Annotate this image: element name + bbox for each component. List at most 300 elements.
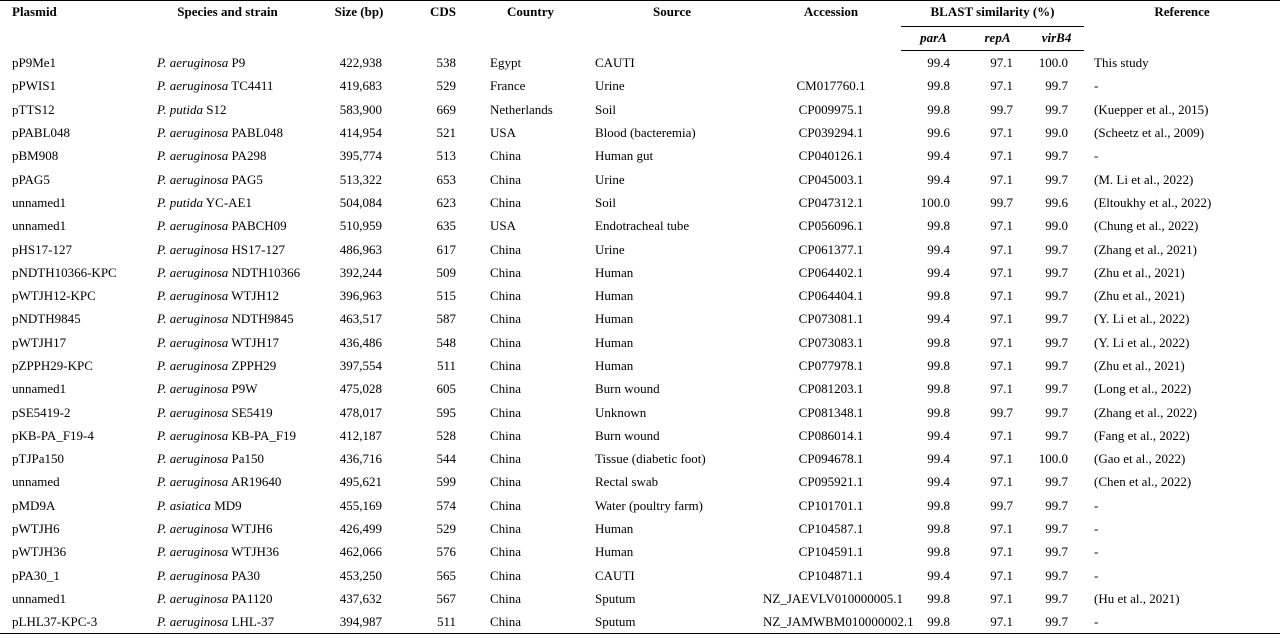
strain-name: NDTH9845 xyxy=(231,311,294,327)
header-accession: Accession xyxy=(803,4,859,19)
cell-repa: 97.1 xyxy=(990,544,1013,560)
cell-reference: - xyxy=(1094,614,1099,630)
strain-name: KB-PA_F19 xyxy=(231,427,297,443)
cell-reference: This study xyxy=(1094,54,1149,70)
cell-species xyxy=(145,121,310,144)
strain-name: PABCH09 xyxy=(231,218,287,234)
header-reference: Reference xyxy=(1154,4,1210,19)
cell-para: 99.8 xyxy=(927,288,950,304)
cell-cds: 521 xyxy=(436,125,456,141)
cell-reference: (Chen et al., 2022) xyxy=(1094,474,1192,490)
strain-name: PA30 xyxy=(231,567,260,583)
species-genus: P. aeruginosa xyxy=(157,78,229,94)
species-genus: P. aeruginosa xyxy=(157,334,229,350)
header-plasmid: Plasmid xyxy=(12,4,57,19)
strain-name: AR19640 xyxy=(230,474,282,490)
cell-reference: - xyxy=(1094,148,1099,164)
cell-plasmid: pWTJH6 xyxy=(12,521,60,537)
cell-repa: 97.1 xyxy=(990,521,1013,537)
cell-species xyxy=(145,237,310,260)
cell-para: 99.6 xyxy=(927,125,950,141)
table-row xyxy=(0,587,1280,610)
cell-accession: CP081203.1 xyxy=(798,381,864,397)
cell-accession: CP081348.1 xyxy=(798,404,864,420)
cell-species xyxy=(145,540,310,563)
cell-para: 99.4 xyxy=(927,264,950,280)
species-genus: P. putida xyxy=(157,101,203,117)
cell-size: 395,774 xyxy=(339,148,382,164)
cell-size: 455,169 xyxy=(339,497,382,513)
cell-cds: 511 xyxy=(436,358,456,373)
cell-source: Endotracheal tube xyxy=(595,218,690,234)
cell-plasmid: pZPPH29-KPC xyxy=(12,358,93,373)
strain-name: HS17-127 xyxy=(231,241,285,257)
cell-plasmid: unnamed1 xyxy=(12,218,67,234)
cell-reference: (Hu et al., 2021) xyxy=(1094,590,1180,606)
cell-plasmid: pWTJH12-KPC xyxy=(12,288,96,304)
cell-reference: (Zhang et al., 2022) xyxy=(1094,404,1197,420)
cell-source: Water (poultry farm) xyxy=(595,497,703,513)
cell-cds: 529 xyxy=(436,78,456,94)
cell-cds: 605 xyxy=(436,381,456,397)
cell-size: 486,963 xyxy=(339,241,382,257)
cell-accession: CP095921.1 xyxy=(798,474,864,490)
cell-cds: 574 xyxy=(436,497,456,513)
cell-virb4: 99.7 xyxy=(1045,171,1069,187)
cell-reference: (Fang et al., 2022) xyxy=(1094,427,1190,443)
cell-cds: 565 xyxy=(436,567,456,583)
cell-plasmid: pPA30_1 xyxy=(12,567,60,583)
cell-para: 99.4 xyxy=(927,567,950,583)
cell-cds: 548 xyxy=(436,334,456,350)
cell-cds: 509 xyxy=(436,264,456,280)
strain-name: WTJH12 xyxy=(231,288,279,304)
cell-reference: (Zhang et al., 2021) xyxy=(1094,241,1197,257)
cell-plasmid: pMD9A xyxy=(12,497,56,513)
cell-country: China xyxy=(490,544,522,560)
table-row xyxy=(0,540,1280,563)
cell-accession: CP073083.1 xyxy=(798,334,864,350)
table-row xyxy=(0,400,1280,423)
cell-para: 99.4 xyxy=(927,474,950,490)
cell-repa: 99.7 xyxy=(990,497,1013,513)
cell-country: China xyxy=(490,358,522,373)
cell-source: Burn wound xyxy=(595,381,660,397)
cell-size: 453,250 xyxy=(339,567,382,583)
species-genus: P. aeruginosa xyxy=(157,241,229,257)
cell-reference: (Zhu et al., 2021) xyxy=(1094,288,1185,304)
table-row xyxy=(0,610,1280,634)
cell-accession: CP064404.1 xyxy=(798,288,864,304)
cell-para: 99.8 xyxy=(927,614,950,630)
cell-size: 396,963 xyxy=(339,288,382,304)
cell-cds: 515 xyxy=(436,288,456,304)
cell-accession: CP094678.1 xyxy=(798,451,864,467)
cell-virb4: 99.7 xyxy=(1045,497,1069,513)
cell-virb4: 99.7 xyxy=(1045,148,1069,164)
cell-country: China xyxy=(490,497,522,513)
species-genus: P. aeruginosa xyxy=(157,54,229,70)
cell-reference: (Zhu et al., 2021) xyxy=(1094,264,1185,280)
table-row xyxy=(0,98,1280,121)
cell-plasmid: pNDTH10366-KPC xyxy=(12,264,117,280)
cell-species xyxy=(145,447,310,470)
cell-source: Sputum xyxy=(595,590,636,606)
header-species: Species and strain xyxy=(177,4,278,19)
table-row xyxy=(0,307,1280,330)
cell-plasmid: pP9Me1 xyxy=(12,54,57,70)
cell-reference: (M. Li et al., 2022) xyxy=(1094,171,1194,187)
cell-plasmid: unnamed xyxy=(12,474,60,490)
cell-virb4: 99.7 xyxy=(1045,614,1069,630)
cell-reference: (Gao et al., 2022) xyxy=(1094,451,1186,467)
cell-virb4: 99.7 xyxy=(1045,311,1069,327)
cell-plasmid: pBM908 xyxy=(12,148,59,164)
cell-repa: 97.1 xyxy=(990,381,1013,397)
cell-country: China xyxy=(490,334,522,350)
cell-reference: (Long et al., 2022) xyxy=(1094,381,1192,397)
cell-source: Urine xyxy=(595,78,625,94)
cell-repa: 97.1 xyxy=(990,264,1013,280)
cell-size: 504,084 xyxy=(339,194,382,210)
cell-species xyxy=(145,74,310,97)
cell-para: 99.4 xyxy=(927,171,950,187)
cell-country: China xyxy=(490,241,522,257)
cell-country: France xyxy=(490,78,526,94)
table-row xyxy=(0,167,1280,190)
cell-source: Soil xyxy=(595,194,616,210)
cell-repa: 97.1 xyxy=(990,78,1013,94)
cell-country: Netherlands xyxy=(490,101,553,117)
cell-virb4: 99.7 xyxy=(1045,101,1069,117)
cell-source: Urine xyxy=(595,171,625,187)
cell-para: 99.8 xyxy=(927,334,950,350)
cell-country: China xyxy=(490,404,522,420)
cell-accession: CP104591.1 xyxy=(798,544,864,560)
cell-virb4: 99.7 xyxy=(1045,264,1069,280)
strain-name: TC4411 xyxy=(231,78,274,94)
cell-virb4: 99.7 xyxy=(1045,241,1069,257)
species-genus: P. aeruginosa xyxy=(157,125,229,141)
cell-reference: (Kuepper et al., 2015) xyxy=(1094,101,1209,117)
cell-plasmid: unnamed1 xyxy=(12,194,67,210)
cell-cds: 635 xyxy=(436,218,456,234)
species-genus: P. aeruginosa xyxy=(157,381,229,397)
cell-source: Blood (bacteremia) xyxy=(595,125,696,141)
cell-country: China xyxy=(490,614,522,630)
cell-species xyxy=(145,354,310,377)
table-row xyxy=(0,191,1280,214)
cell-virb4: 99.7 xyxy=(1045,590,1069,606)
species-genus: P. aeruginosa xyxy=(157,451,229,467)
cell-repa: 97.1 xyxy=(990,334,1013,350)
cell-country: China xyxy=(490,311,522,327)
cell-virb4: 99.0 xyxy=(1045,125,1069,141)
table-header xyxy=(0,1,1280,51)
species-genus: P. aeruginosa xyxy=(157,171,229,187)
cell-size: 510,959 xyxy=(339,218,382,234)
strain-name: P9W xyxy=(231,381,258,397)
cell-size: 397,554 xyxy=(339,358,382,373)
cell-para: 100.0 xyxy=(920,194,950,210)
cell-country: China xyxy=(490,288,522,304)
cell-plasmid: pNDTH9845 xyxy=(12,311,81,327)
cell-size: 426,499 xyxy=(339,521,382,537)
strain-name: PAG5 xyxy=(231,171,263,187)
table-row xyxy=(0,564,1280,587)
cell-plasmid: unnamed1 xyxy=(12,381,67,397)
cell-accession: CP101701.1 xyxy=(798,497,864,513)
cell-species xyxy=(145,167,310,190)
cell-species xyxy=(145,307,310,330)
cell-cds: 595 xyxy=(436,404,456,420)
cell-plasmid: pWTJH36 xyxy=(12,544,67,560)
table-row xyxy=(0,354,1280,377)
cell-size: 412,187 xyxy=(339,427,382,443)
table-row xyxy=(0,377,1280,400)
cell-country: China xyxy=(490,171,522,187)
cell-reference: (Zhu et al., 2021) xyxy=(1094,358,1185,373)
cell-para: 99.8 xyxy=(927,78,950,94)
cell-source: Human xyxy=(595,264,634,280)
cell-plasmid: pPAG5 xyxy=(12,171,50,187)
table-row xyxy=(0,51,1280,75)
cell-plasmid: pSE5419-2 xyxy=(12,404,71,420)
cell-size: 392,244 xyxy=(339,264,382,280)
species-genus: P. aeruginosa xyxy=(157,521,229,537)
cell-species xyxy=(145,331,310,354)
cell-virb4: 99.7 xyxy=(1045,474,1069,490)
strain-name: PABL048 xyxy=(231,125,284,141)
cell-size: 394,987 xyxy=(339,614,382,630)
cell-para: 99.4 xyxy=(927,148,950,164)
cell-repa: 97.1 xyxy=(990,288,1013,304)
cell-country: China xyxy=(490,264,522,280)
cell-plasmid: pTJPa150 xyxy=(12,451,64,467)
cell-cds: 511 xyxy=(436,614,456,630)
cell-size: 462,066 xyxy=(339,544,382,560)
cell-para: 99.8 xyxy=(927,590,950,606)
cell-reference: (Y. Li et al., 2022) xyxy=(1094,311,1190,327)
cell-reference: - xyxy=(1094,521,1099,537)
cell-cds: 653 xyxy=(436,171,456,187)
cell-reference: (Y. Li et al., 2022) xyxy=(1094,334,1190,350)
cell-species xyxy=(145,470,310,493)
cell-accession: CP104871.1 xyxy=(798,567,864,583)
cell-source: CAUTI xyxy=(595,54,635,70)
cell-plasmid: pHS17-127 xyxy=(12,241,72,257)
table-row xyxy=(0,121,1280,144)
cell-country: China xyxy=(490,194,522,210)
table-row xyxy=(0,261,1280,284)
cell-para: 99.8 xyxy=(927,404,950,420)
cell-reference: - xyxy=(1094,78,1099,94)
cell-cds: 669 xyxy=(436,101,456,117)
cell-virb4: 99.6 xyxy=(1045,194,1069,210)
cell-species xyxy=(145,51,310,75)
strain-name: S12 xyxy=(206,101,227,117)
header-para: parA xyxy=(901,27,966,51)
table-row xyxy=(0,494,1280,517)
cell-plasmid: pWTJH17 xyxy=(12,334,67,350)
cell-repa: 99.7 xyxy=(990,194,1013,210)
cell-repa: 97.1 xyxy=(990,171,1013,187)
header-country: Country xyxy=(507,4,554,19)
species-genus: P. aeruginosa xyxy=(157,358,229,373)
cell-repa: 97.1 xyxy=(990,125,1013,141)
cell-para: 99.8 xyxy=(927,358,950,373)
header-cds: CDS xyxy=(429,4,456,19)
cell-repa: 97.1 xyxy=(990,148,1013,164)
strain-name: Pa150 xyxy=(231,451,265,467)
cell-virb4: 99.7 xyxy=(1045,544,1069,560)
cell-virb4: 99.7 xyxy=(1045,521,1069,537)
strain-name: MD9 xyxy=(214,497,242,513)
cell-species xyxy=(145,494,310,517)
table-body xyxy=(0,51,1280,634)
cell-country: China xyxy=(490,148,522,164)
strain-name: ZPPH29 xyxy=(231,358,277,373)
strain-name: YC-AE1 xyxy=(205,194,252,210)
cell-country: USA xyxy=(490,218,517,234)
cell-para: 99.4 xyxy=(927,241,950,257)
cell-country: China xyxy=(490,474,522,490)
cell-source: Human xyxy=(595,311,634,327)
cell-source: Human xyxy=(595,544,634,560)
cell-size: 583,900 xyxy=(339,101,382,117)
cell-plasmid: pPWIS1 xyxy=(12,78,57,94)
cell-accession: CP077978.1 xyxy=(798,358,864,373)
cell-virb4: 99.7 xyxy=(1045,288,1069,304)
species-genus: P. aeruginosa xyxy=(157,404,229,420)
cell-species xyxy=(145,261,310,284)
cell-accession: CM017760.1 xyxy=(796,78,866,94)
cell-species xyxy=(145,610,310,634)
cell-virb4: 99.7 xyxy=(1045,78,1069,94)
strain-name: WTJH36 xyxy=(231,544,279,560)
cell-country: China xyxy=(490,381,522,397)
cell-cds: 513 xyxy=(436,148,456,164)
cell-repa: 97.1 xyxy=(990,218,1013,234)
species-genus: P. aeruginosa xyxy=(157,264,229,280)
cell-repa: 97.1 xyxy=(990,55,1013,71)
cell-source: Tissue (diabetic foot) xyxy=(595,451,706,467)
cell-para: 99.8 xyxy=(927,381,950,397)
cell-species xyxy=(145,214,310,237)
cell-virb4: 99.0 xyxy=(1045,218,1069,234)
cell-plasmid: pKB-PA_F19-4 xyxy=(12,427,94,443)
cell-reference: (Scheetz et al., 2009) xyxy=(1094,125,1205,141)
cell-reference: (Chung et al., 2022) xyxy=(1094,218,1199,234)
cell-size: 495,621 xyxy=(339,474,382,490)
species-genus: P. aeruginosa xyxy=(157,474,229,490)
cell-para: 99.8 xyxy=(927,521,950,537)
cell-accession: CP009975.1 xyxy=(798,101,864,117)
cell-virb4: 99.7 xyxy=(1045,567,1069,583)
cell-accession: CP040126.1 xyxy=(798,148,864,164)
species-genus: P. aeruginosa xyxy=(157,218,229,234)
cell-country: China xyxy=(490,427,522,443)
species-genus: P. asiatica xyxy=(157,497,211,513)
cell-reference: - xyxy=(1094,497,1099,513)
cell-accession: CP045003.1 xyxy=(798,171,864,187)
cell-source: Human gut xyxy=(595,148,654,164)
header-repa: repA xyxy=(966,27,1029,51)
cell-para: 99.4 xyxy=(927,55,950,71)
cell-virb4: 99.7 xyxy=(1045,358,1069,373)
cell-para: 99.8 xyxy=(927,218,950,234)
species-genus: P. aeruginosa xyxy=(157,288,229,304)
cell-source: Sputum xyxy=(595,614,636,630)
cell-reference: (Eltoukhy et al., 2022) xyxy=(1094,194,1212,210)
cell-species xyxy=(145,144,310,167)
cell-source: Human xyxy=(595,521,634,537)
cell-repa: 97.1 xyxy=(990,451,1013,467)
cell-repa: 97.1 xyxy=(990,358,1013,373)
cell-species xyxy=(145,191,310,214)
cell-accession: CP073081.1 xyxy=(798,311,864,327)
cell-species xyxy=(145,517,310,540)
cell-virb4: 99.7 xyxy=(1045,404,1069,420)
cell-cds: 567 xyxy=(436,590,456,606)
cell-cds: 576 xyxy=(436,544,456,560)
cell-source: Human xyxy=(595,288,634,304)
cell-species xyxy=(145,400,310,423)
cell-size: 475,028 xyxy=(339,381,382,397)
strain-name: WTJH6 xyxy=(231,521,273,537)
strain-name: LHL-37 xyxy=(231,614,275,630)
cell-para: 99.4 xyxy=(927,427,950,443)
table-row xyxy=(0,144,1280,167)
cell-size: 478,017 xyxy=(339,404,382,420)
table-row xyxy=(0,237,1280,260)
cell-accession: CP061377.1 xyxy=(798,241,864,257)
cell-para: 99.4 xyxy=(927,311,950,327)
cell-size: 419,683 xyxy=(339,78,382,94)
cell-accession: NZ_JAMWBM010000002.1 xyxy=(763,614,914,630)
species-genus: P. aeruginosa xyxy=(157,311,229,327)
cell-reference: - xyxy=(1094,544,1099,560)
cell-source: Soil xyxy=(595,101,616,117)
cell-species xyxy=(145,587,310,610)
cell-source: CAUTI xyxy=(595,567,635,583)
cell-country: China xyxy=(490,567,522,583)
table-row xyxy=(0,470,1280,493)
cell-accession xyxy=(761,51,901,75)
cell-cds: 528 xyxy=(436,427,456,443)
cell-accession: CP086014.1 xyxy=(798,427,864,443)
cell-repa: 97.1 xyxy=(990,241,1013,257)
cell-species xyxy=(145,424,310,447)
species-genus: P. aeruginosa xyxy=(157,148,229,164)
species-genus: P. aeruginosa xyxy=(157,590,229,606)
cell-para: 99.4 xyxy=(927,451,950,467)
species-genus: P. aeruginosa xyxy=(157,427,229,443)
cell-source: Burn wound xyxy=(595,427,660,443)
cell-country: USA xyxy=(490,125,517,141)
cell-plasmid: pLHL37-KPC-3 xyxy=(12,614,98,630)
cell-size: 414,954 xyxy=(339,125,382,141)
cell-cds: 599 xyxy=(436,474,456,490)
cell-size: 437,632 xyxy=(339,590,382,606)
cell-reference: - xyxy=(1094,567,1099,583)
cell-species xyxy=(145,564,310,587)
cell-accession: CP047312.1 xyxy=(798,194,864,210)
cell-repa: 97.1 xyxy=(990,311,1013,327)
cell-repa: 97.1 xyxy=(990,427,1013,443)
table-row xyxy=(0,214,1280,237)
cell-cds: 544 xyxy=(436,451,456,467)
